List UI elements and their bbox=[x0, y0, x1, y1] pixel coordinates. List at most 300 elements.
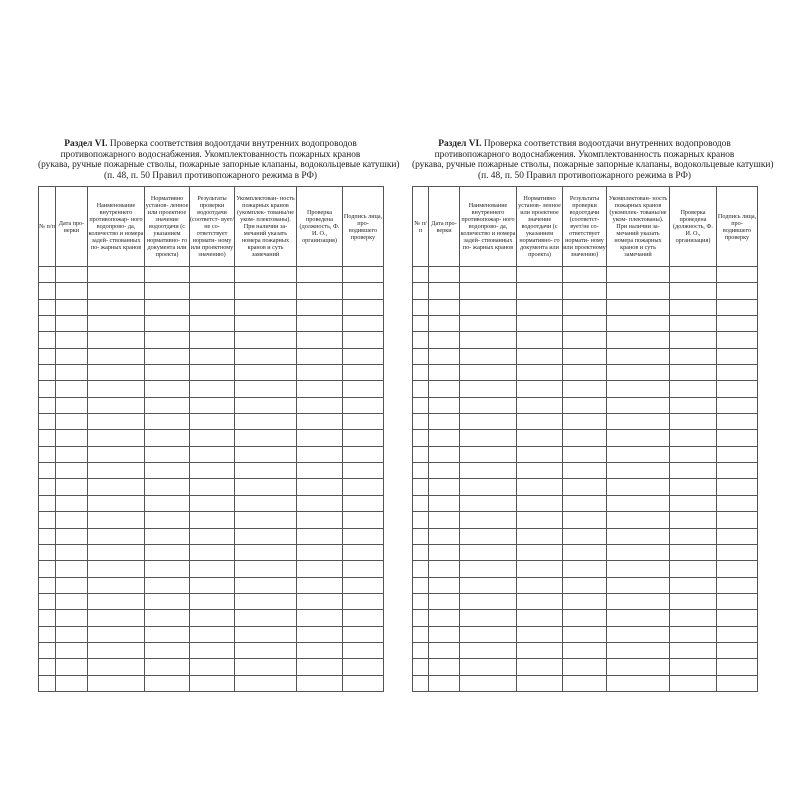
table-row bbox=[413, 348, 758, 364]
table-row bbox=[39, 659, 384, 675]
table-cell bbox=[235, 365, 297, 381]
table-cell bbox=[413, 675, 429, 691]
table-cell bbox=[670, 479, 717, 495]
table-cell bbox=[413, 610, 429, 626]
table-cell bbox=[607, 397, 670, 413]
table-cell bbox=[717, 446, 758, 462]
table-cell bbox=[460, 430, 517, 446]
table-cell bbox=[429, 626, 460, 642]
table-cell bbox=[413, 381, 429, 397]
table-cell bbox=[39, 463, 56, 479]
table-cell bbox=[413, 397, 429, 413]
table-cell bbox=[717, 593, 758, 609]
table-cell bbox=[717, 495, 758, 511]
table-cell bbox=[413, 430, 429, 446]
table-cell bbox=[145, 381, 190, 397]
table-cell bbox=[429, 446, 460, 462]
table-cell bbox=[56, 610, 88, 626]
table-row bbox=[413, 283, 758, 299]
table-cell bbox=[563, 463, 607, 479]
table-cell bbox=[343, 626, 384, 642]
table-row bbox=[413, 414, 758, 430]
table-cell bbox=[235, 593, 297, 609]
table-cell bbox=[56, 544, 88, 560]
table-cell bbox=[413, 348, 429, 364]
col-water-system-name: Наименование внутреннего противопожар- ного водопрово- да, количество и номера задей- ствованных по- жарных кранов bbox=[88, 187, 145, 267]
table-cell bbox=[39, 446, 56, 462]
table-cell bbox=[235, 642, 297, 658]
table-cell bbox=[235, 495, 297, 511]
table-cell bbox=[517, 397, 563, 413]
table-cell bbox=[429, 430, 460, 446]
table-row bbox=[39, 365, 384, 381]
table-cell bbox=[297, 561, 343, 577]
table-cell bbox=[145, 446, 190, 462]
table-cell bbox=[607, 593, 670, 609]
table-cell bbox=[717, 316, 758, 332]
table-cell bbox=[563, 642, 607, 658]
table-cell bbox=[563, 561, 607, 577]
table-cell bbox=[56, 430, 88, 446]
table-row bbox=[39, 593, 384, 609]
table-cell bbox=[297, 397, 343, 413]
table-cell bbox=[517, 512, 563, 528]
table-cell bbox=[413, 299, 429, 315]
table-cell bbox=[56, 479, 88, 495]
table-row bbox=[39, 267, 384, 283]
table-cell bbox=[88, 430, 145, 446]
header-row bbox=[413, 187, 758, 267]
col-water-system-name: Наименование внутреннего противопожар- ного водопрово- да, количество и номера задей- ствованных по- жарных кранов bbox=[460, 187, 517, 267]
table-cell bbox=[343, 512, 384, 528]
table-cell bbox=[39, 397, 56, 413]
table-cell bbox=[88, 675, 145, 691]
table-cell bbox=[39, 479, 56, 495]
table-cell bbox=[670, 495, 717, 511]
table-cell bbox=[235, 430, 297, 446]
table-cell bbox=[297, 610, 343, 626]
table-cell bbox=[297, 446, 343, 462]
table-cell bbox=[460, 642, 517, 658]
table-row bbox=[39, 577, 384, 593]
table-cell bbox=[145, 642, 190, 658]
table-row bbox=[39, 316, 384, 332]
table-row bbox=[39, 528, 384, 544]
table-row bbox=[39, 642, 384, 658]
table-cell bbox=[670, 299, 717, 315]
table-cell bbox=[429, 659, 460, 675]
table-cell bbox=[190, 283, 235, 299]
table-cell bbox=[429, 495, 460, 511]
table-cell bbox=[297, 365, 343, 381]
table-row bbox=[39, 348, 384, 364]
table-row bbox=[413, 593, 758, 609]
table-cell bbox=[343, 463, 384, 479]
table-cell bbox=[563, 414, 607, 430]
table-cell bbox=[343, 283, 384, 299]
table-row bbox=[39, 626, 384, 642]
table-cell bbox=[343, 381, 384, 397]
table-cell bbox=[145, 610, 190, 626]
table-cell bbox=[235, 283, 297, 299]
table-row bbox=[413, 332, 758, 348]
inspection-table bbox=[38, 186, 384, 692]
col-inspector: Проверка проведена (должность, Ф. И. О., организация) bbox=[670, 187, 717, 267]
table-cell bbox=[563, 316, 607, 332]
table-cell bbox=[190, 561, 235, 577]
table-cell bbox=[607, 610, 670, 626]
table-cell bbox=[517, 479, 563, 495]
table-cell bbox=[145, 577, 190, 593]
table-cell bbox=[717, 626, 758, 642]
table-row bbox=[39, 332, 384, 348]
table-cell bbox=[56, 316, 88, 332]
table-cell bbox=[607, 626, 670, 642]
table-cell bbox=[717, 642, 758, 658]
table-cell bbox=[413, 414, 429, 430]
table-body bbox=[39, 267, 384, 692]
table-cell bbox=[56, 381, 88, 397]
table-cell bbox=[517, 446, 563, 462]
table-cell bbox=[413, 659, 429, 675]
table-cell bbox=[297, 267, 343, 283]
table-cell bbox=[39, 544, 56, 560]
table-row bbox=[413, 365, 758, 381]
table-cell bbox=[563, 544, 607, 560]
table-cell bbox=[460, 316, 517, 332]
table-cell bbox=[39, 626, 56, 642]
table-cell bbox=[429, 267, 460, 283]
table-row bbox=[39, 463, 384, 479]
table-cell bbox=[670, 267, 717, 283]
table-cell bbox=[717, 365, 758, 381]
table-row bbox=[413, 463, 758, 479]
table-cell bbox=[39, 365, 56, 381]
table-cell bbox=[429, 561, 460, 577]
table-cell bbox=[413, 267, 429, 283]
table-cell bbox=[56, 512, 88, 528]
table-cell bbox=[343, 593, 384, 609]
table-cell bbox=[56, 659, 88, 675]
table-cell bbox=[56, 267, 88, 283]
table-cell bbox=[607, 446, 670, 462]
table-row bbox=[39, 283, 384, 299]
table-cell bbox=[429, 365, 460, 381]
table-cell bbox=[413, 283, 429, 299]
table-cell bbox=[235, 675, 297, 691]
table-cell bbox=[429, 577, 460, 593]
table-cell bbox=[190, 528, 235, 544]
table-row bbox=[413, 577, 758, 593]
table-cell bbox=[460, 577, 517, 593]
table-cell bbox=[190, 446, 235, 462]
table-cell bbox=[235, 414, 297, 430]
table-cell bbox=[235, 544, 297, 560]
table-cell bbox=[607, 512, 670, 528]
table-cell bbox=[88, 512, 145, 528]
table-cell bbox=[56, 283, 88, 299]
table-cell bbox=[190, 430, 235, 446]
table-cell bbox=[88, 397, 145, 413]
table-row bbox=[413, 626, 758, 642]
table-cell bbox=[413, 463, 429, 479]
table-cell bbox=[460, 365, 517, 381]
table-cell bbox=[460, 299, 517, 315]
table-cell bbox=[717, 283, 758, 299]
table-row bbox=[413, 430, 758, 446]
table-cell bbox=[145, 479, 190, 495]
table-row bbox=[413, 299, 758, 315]
table-cell bbox=[190, 610, 235, 626]
table-cell bbox=[88, 528, 145, 544]
table-cell bbox=[88, 479, 145, 495]
table-cell bbox=[413, 626, 429, 642]
table-cell bbox=[190, 299, 235, 315]
table-cell bbox=[563, 267, 607, 283]
table-cell bbox=[413, 495, 429, 511]
table-row bbox=[413, 544, 758, 560]
table-cell bbox=[297, 642, 343, 658]
table-cell bbox=[607, 267, 670, 283]
table-cell bbox=[563, 495, 607, 511]
table-cell bbox=[190, 365, 235, 381]
table-cell bbox=[607, 577, 670, 593]
table-cell bbox=[460, 544, 517, 560]
col-date: Дата про- верки bbox=[56, 187, 88, 267]
table-cell bbox=[460, 414, 517, 430]
table-cell bbox=[39, 495, 56, 511]
table-cell bbox=[717, 299, 758, 315]
table-cell bbox=[56, 414, 88, 430]
table-cell bbox=[413, 544, 429, 560]
table-cell bbox=[39, 512, 56, 528]
table-cell bbox=[670, 463, 717, 479]
table-cell bbox=[717, 479, 758, 495]
table-cell bbox=[607, 430, 670, 446]
table-cell bbox=[88, 365, 145, 381]
table-cell bbox=[717, 544, 758, 560]
table-cell bbox=[517, 544, 563, 560]
table-cell bbox=[343, 659, 384, 675]
table-cell bbox=[235, 348, 297, 364]
table-cell bbox=[607, 381, 670, 397]
table-cell bbox=[235, 626, 297, 642]
table-cell bbox=[190, 397, 235, 413]
table-row bbox=[39, 430, 384, 446]
table-cell bbox=[56, 675, 88, 691]
table-cell bbox=[190, 626, 235, 642]
table-cell bbox=[717, 267, 758, 283]
table-cell bbox=[343, 577, 384, 593]
table-cell bbox=[517, 610, 563, 626]
table-cell bbox=[297, 495, 343, 511]
table-cell bbox=[517, 561, 563, 577]
table-cell bbox=[88, 626, 145, 642]
table-cell bbox=[145, 512, 190, 528]
table-row bbox=[39, 675, 384, 691]
table-cell bbox=[190, 267, 235, 283]
col-signature: Подпись лица, про- водившего проверку bbox=[717, 187, 758, 267]
table-cell bbox=[190, 544, 235, 560]
table-cell bbox=[413, 446, 429, 462]
table-cell bbox=[429, 593, 460, 609]
table-cell bbox=[670, 544, 717, 560]
table-cell bbox=[563, 659, 607, 675]
table-cell bbox=[56, 495, 88, 511]
table-cell bbox=[190, 642, 235, 658]
table-cell bbox=[39, 299, 56, 315]
table-cell bbox=[190, 577, 235, 593]
table-row bbox=[39, 446, 384, 462]
table-cell bbox=[429, 332, 460, 348]
col-normative-value: Нормативно установ- ленное или проектное значение водоотдачи (с указанием нормативно- го документа или проекта) bbox=[517, 187, 563, 267]
table-cell bbox=[607, 642, 670, 658]
table-row bbox=[39, 512, 384, 528]
table-cell bbox=[670, 659, 717, 675]
table-cell bbox=[235, 528, 297, 544]
table-cell bbox=[670, 430, 717, 446]
table-row bbox=[39, 544, 384, 560]
table-cell bbox=[56, 626, 88, 642]
table-cell bbox=[563, 528, 607, 544]
table-cell bbox=[39, 381, 56, 397]
table-cell bbox=[429, 642, 460, 658]
table-cell bbox=[88, 659, 145, 675]
table-cell bbox=[429, 463, 460, 479]
table-cell bbox=[190, 593, 235, 609]
table-cell bbox=[670, 512, 717, 528]
table-cell bbox=[145, 348, 190, 364]
table-cell bbox=[429, 316, 460, 332]
table-cell bbox=[429, 528, 460, 544]
table-body bbox=[413, 267, 758, 692]
table-cell bbox=[297, 659, 343, 675]
table-cell bbox=[56, 463, 88, 479]
table-cell bbox=[460, 446, 517, 462]
table-cell bbox=[517, 528, 563, 544]
table-cell bbox=[145, 626, 190, 642]
table-cell bbox=[343, 332, 384, 348]
table-cell bbox=[670, 283, 717, 299]
table-cell bbox=[607, 348, 670, 364]
table-row bbox=[413, 659, 758, 675]
table-cell bbox=[563, 626, 607, 642]
table-cell bbox=[670, 577, 717, 593]
table-cell bbox=[235, 381, 297, 397]
table-row bbox=[39, 381, 384, 397]
table-cell bbox=[88, 316, 145, 332]
table-cell bbox=[607, 332, 670, 348]
table-cell bbox=[717, 610, 758, 626]
table-cell bbox=[297, 414, 343, 430]
section-title: Раздел VI. Проверка соответствия водоотдачи внутренних водопроводов противопожарного водоснабжения. Укомплектованность пожарных кранов (рукава, ручные пожарные стволы, пожарные запорные клапаны, водокольцевые катушки) (п. 48, п. 50 Правил противопожарного режима в РФ) bbox=[38, 139, 400, 181]
col-inspector: Проверка проведена (должность, Ф. И. О., организация) bbox=[297, 187, 343, 267]
table-cell bbox=[145, 659, 190, 675]
table-cell bbox=[517, 283, 563, 299]
table-cell bbox=[88, 332, 145, 348]
table-cell bbox=[563, 365, 607, 381]
table-cell bbox=[563, 381, 607, 397]
table-row bbox=[413, 561, 758, 577]
table-cell bbox=[88, 593, 145, 609]
table-cell bbox=[297, 675, 343, 691]
table-cell bbox=[343, 397, 384, 413]
table-cell bbox=[670, 675, 717, 691]
table-cell bbox=[88, 610, 145, 626]
table-cell bbox=[717, 528, 758, 544]
col-check-results: Результаты проверки водоотдачи (соответст- вует/не со- ответствует нормати- ному или проектному значению) bbox=[563, 187, 607, 267]
table-cell bbox=[343, 430, 384, 446]
table-cell bbox=[145, 365, 190, 381]
table-cell bbox=[190, 479, 235, 495]
table-cell bbox=[145, 332, 190, 348]
table-cell bbox=[670, 414, 717, 430]
table-cell bbox=[145, 316, 190, 332]
inspection-table bbox=[412, 186, 758, 692]
col-check-results: Результаты проверки водоотдачи (соответст- вует/не со- ответствует нормати- ному или проектному значению) bbox=[190, 187, 235, 267]
table-cell bbox=[235, 299, 297, 315]
table-cell bbox=[717, 430, 758, 446]
col-normative-value: Нормативно установ- ленное или проектное значение водоотдачи (с указанием нормативно- го документа или проекта) bbox=[145, 187, 190, 267]
table-cell bbox=[517, 495, 563, 511]
table-cell bbox=[145, 593, 190, 609]
table-cell bbox=[39, 659, 56, 675]
table-cell bbox=[88, 642, 145, 658]
col-completeness: Укомплектован- ность пожарных кранов (укомплек- тованы/не уком- плектованы). При наличии за- мечаний указать номера пожарных кранов и суть замечаний bbox=[235, 187, 297, 267]
table-cell bbox=[563, 283, 607, 299]
table-cell bbox=[56, 446, 88, 462]
table-cell bbox=[460, 267, 517, 283]
table-cell bbox=[88, 495, 145, 511]
table-cell bbox=[717, 659, 758, 675]
table-row bbox=[413, 642, 758, 658]
table-cell bbox=[517, 430, 563, 446]
table-cell bbox=[56, 561, 88, 577]
table-cell bbox=[717, 414, 758, 430]
table-cell bbox=[88, 267, 145, 283]
table-cell bbox=[717, 348, 758, 364]
table-cell bbox=[235, 577, 297, 593]
table-cell bbox=[297, 593, 343, 609]
table-cell bbox=[56, 528, 88, 544]
table-cell bbox=[39, 561, 56, 577]
table-cell bbox=[145, 414, 190, 430]
table-cell bbox=[297, 316, 343, 332]
table-cell bbox=[343, 544, 384, 560]
table-cell bbox=[297, 381, 343, 397]
table-cell bbox=[460, 512, 517, 528]
table-cell bbox=[88, 381, 145, 397]
table-cell bbox=[607, 414, 670, 430]
table-cell bbox=[297, 283, 343, 299]
table-cell bbox=[429, 381, 460, 397]
table-cell bbox=[517, 365, 563, 381]
table-cell bbox=[190, 381, 235, 397]
table-cell bbox=[56, 642, 88, 658]
table-cell bbox=[717, 577, 758, 593]
table-cell bbox=[413, 512, 429, 528]
table-cell bbox=[343, 495, 384, 511]
table-row bbox=[413, 528, 758, 544]
table-cell bbox=[517, 675, 563, 691]
table-row bbox=[39, 299, 384, 315]
table-cell bbox=[413, 593, 429, 609]
table-cell bbox=[563, 446, 607, 462]
table-cell bbox=[563, 675, 607, 691]
table-cell bbox=[235, 463, 297, 479]
table-cell bbox=[190, 463, 235, 479]
table-cell bbox=[670, 316, 717, 332]
